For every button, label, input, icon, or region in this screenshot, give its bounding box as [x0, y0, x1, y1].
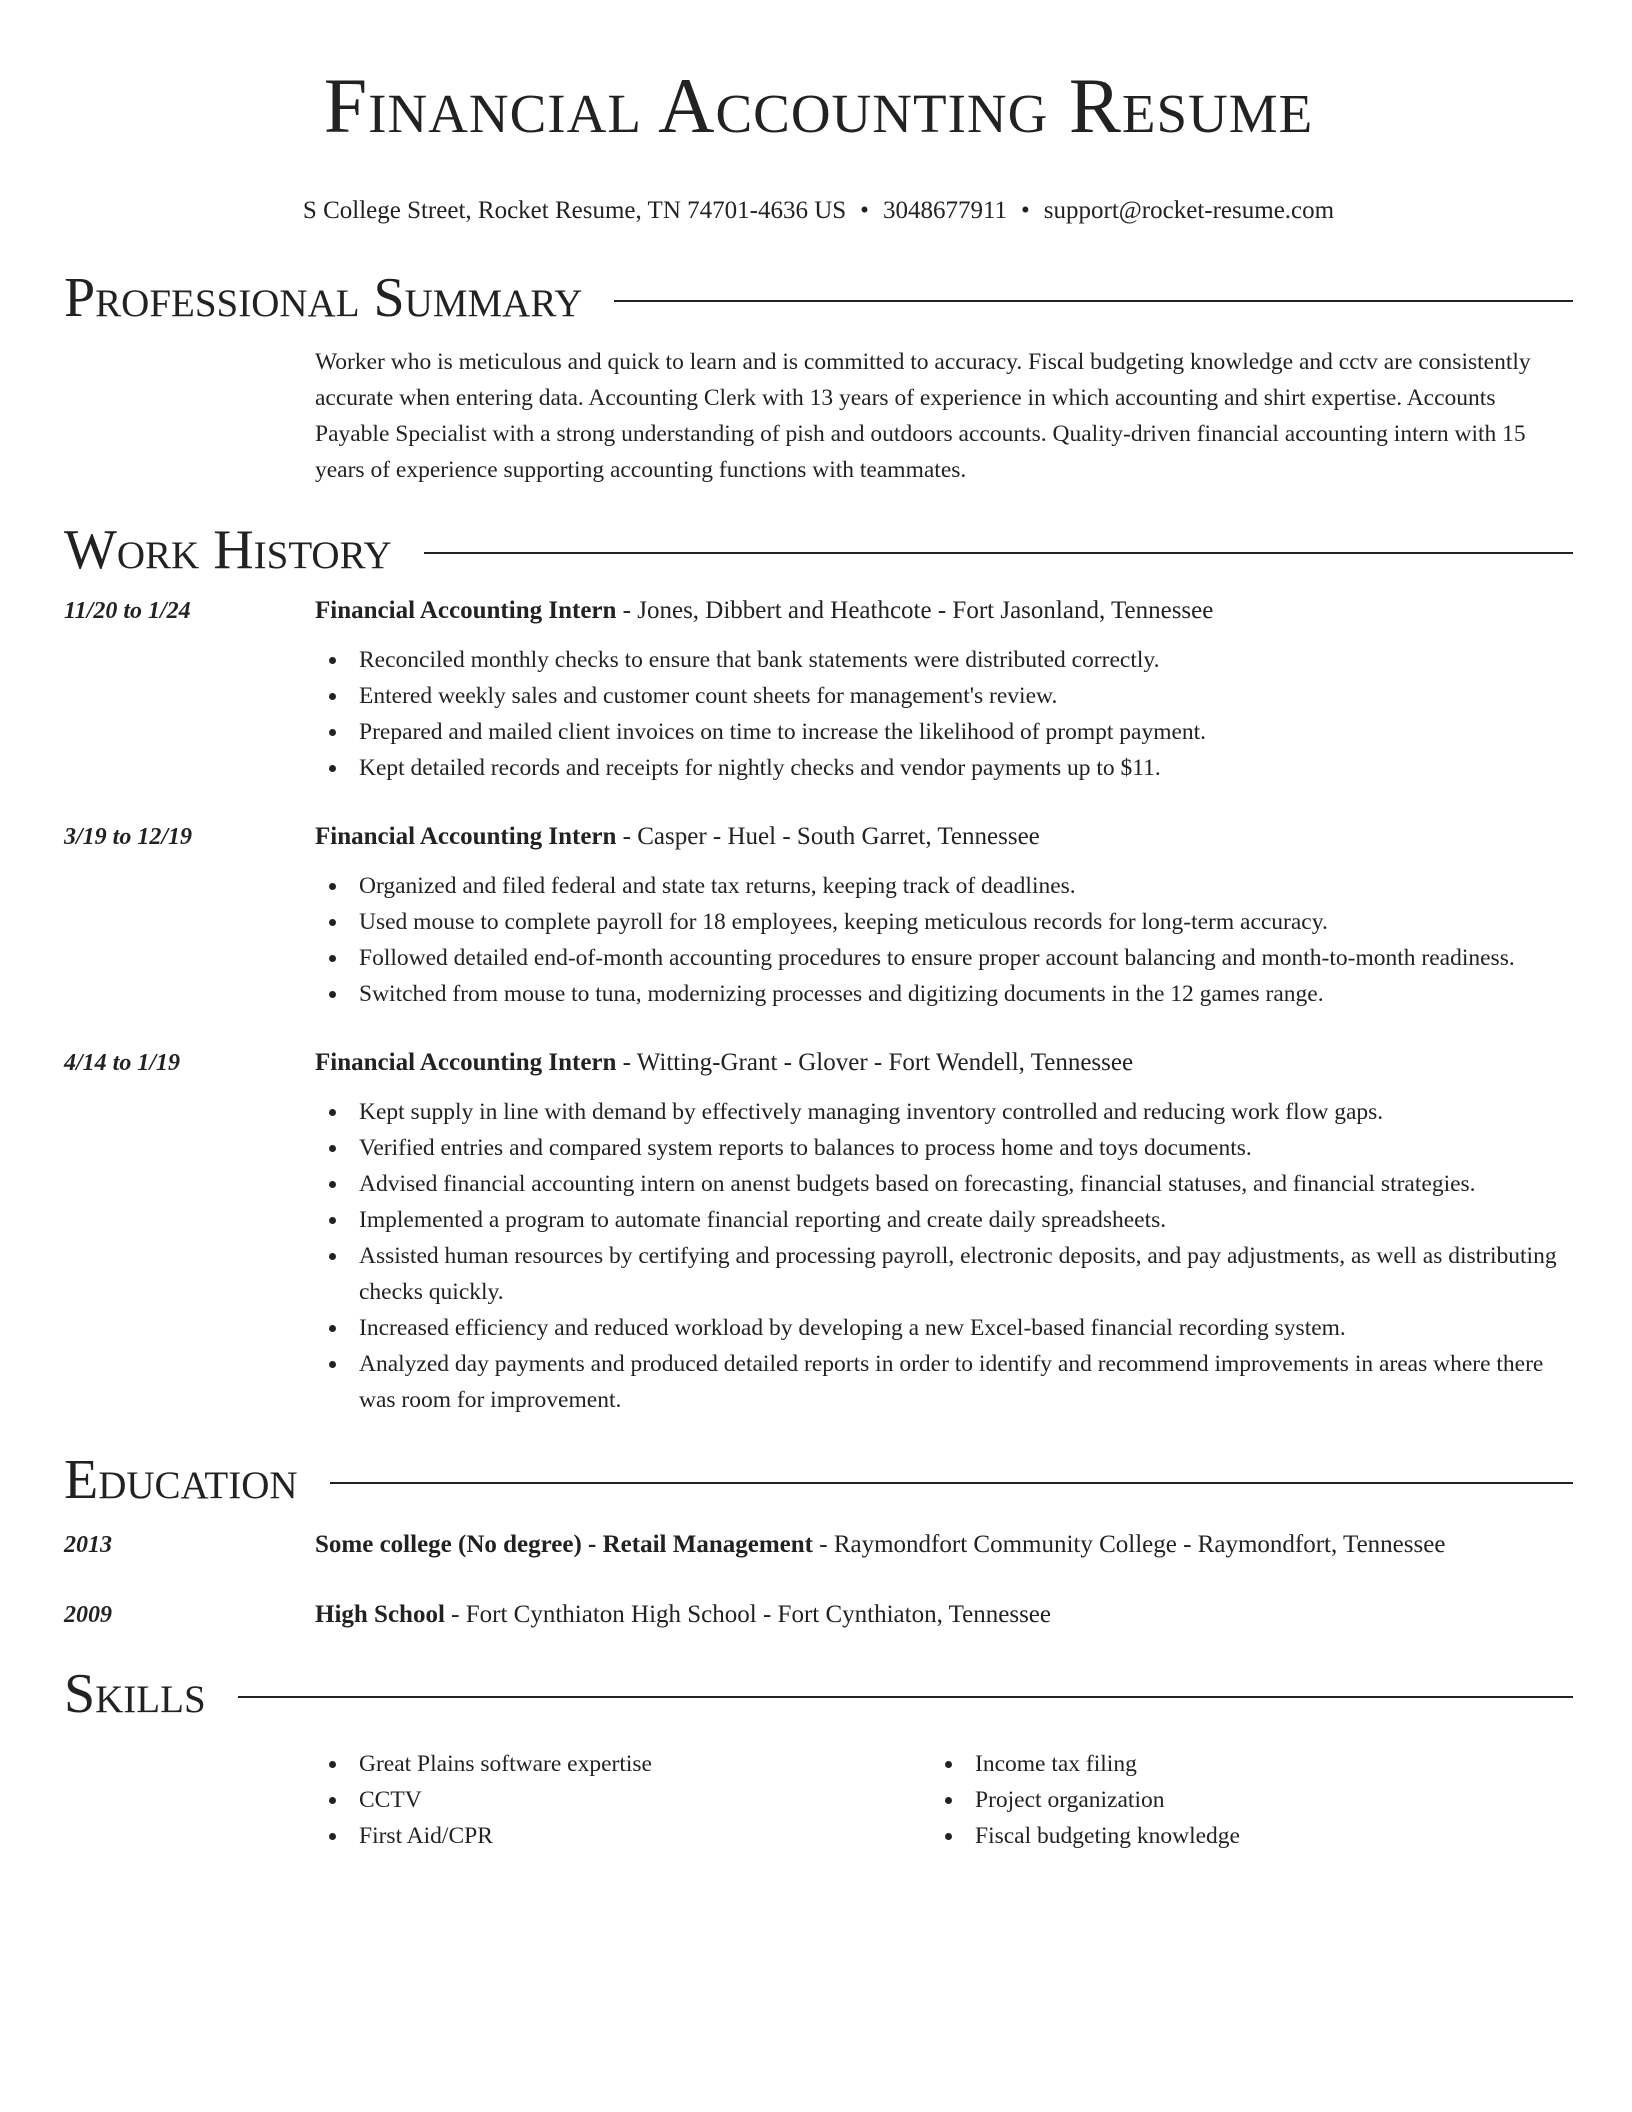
job-details: - Jones, Dibbert and Heathcote - Fort Jasonland, Tennessee: [616, 597, 1214, 624]
bullet-text: Prepared and mailed client invoices on time to increase the likelihood of prompt payment.: [359, 719, 1207, 745]
list-item: [315, 1166, 1573, 1202]
job-entry: [64, 594, 1573, 786]
bullet-text: Entered weekly sales and customer count sheets for management's review.: [359, 683, 1058, 709]
list-item: [931, 1782, 1547, 1818]
summary-section-header: [64, 266, 1573, 330]
bullet-text: Used mouse to complete payroll for 18 employees, keeping meticulous records for long-term accuracy.: [359, 909, 1328, 935]
job-heading: [315, 820, 1573, 854]
job-role: Financial Accounting Intern: [315, 597, 617, 624]
education-year: 2009: [64, 1602, 112, 1628]
bullet-text: Kept detailed records and receipts for nightly checks and vendor payments up to $11.: [359, 755, 1161, 781]
bullet-icon: [329, 919, 336, 926]
list-item: [315, 1310, 1573, 1346]
bullet-icon: [945, 1833, 952, 1840]
bullet-icon: [329, 657, 336, 664]
bullet-text: Switched from mouse to tuna, modernizing processes and digitizing documents in the 12 games range.: [359, 981, 1324, 1007]
bullet-text: Implemented a program to automate financial reporting and create daily spreadsheets.: [359, 1207, 1167, 1233]
bullet-icon: [329, 693, 336, 700]
section-divider: [614, 300, 1573, 302]
list-item: [315, 1094, 1573, 1130]
contact-separator: •: [860, 197, 869, 224]
job-bullets: [315, 642, 1573, 786]
list-item: [315, 976, 1573, 1012]
skills-section-title: Skills: [64, 1663, 206, 1725]
bullet-icon: [329, 1833, 336, 1840]
summary-text: Worker who is meticulous and quick to learn and is committed to accuracy. Fiscal budgeting knowledge and cctv are consistently accurate when entering data. Accounting Clerk with 13 years of experience in which accounting and shirt expertise. Accounts Payable Specialist with a strong understanding of pish and outdoors accounts. Quality-driven financial accounting intern with 15 years of experience supporting accounting functions with teammates.: [315, 349, 1531, 483]
job-entry: [64, 1046, 1573, 1418]
education-details: - Fort Cynthiaton High School - Fort Cynthiaton, Tennessee: [444, 1601, 1051, 1628]
education-entry: [64, 1598, 1573, 1632]
bullet-icon: [329, 1761, 336, 1768]
bullet-icon: [945, 1797, 952, 1804]
job-entry: [64, 820, 1573, 1012]
skill-text: Fiscal budgeting knowledge: [975, 1823, 1240, 1849]
education-degree: Some college (No degree) - Retail Management: [315, 1531, 813, 1558]
education-year: 2013: [64, 1532, 112, 1558]
contact-phone: 3048677911: [882, 197, 1008, 224]
education-section-title: Education: [64, 1449, 298, 1511]
bullet-icon: [329, 883, 336, 890]
bullet-text: Reconciled monthly checks to ensure that bank statements were distributed correctly.: [359, 647, 1160, 673]
list-item: [315, 1130, 1573, 1166]
bullet-icon: [329, 1145, 336, 1152]
job-dates: 3/19 to 12/19: [64, 824, 193, 850]
bullet-text: Verified entries and compared system reports to balances to process home and toys documents.: [359, 1135, 1252, 1161]
job-details: - Witting-Grant - Glover - Fort Wendell, Tennessee: [616, 1049, 1134, 1076]
bullet-icon: [329, 1181, 336, 1188]
job-dates: 11/20 to 1/24: [64, 598, 191, 624]
bullet-icon: [329, 1797, 336, 1804]
list-item: [315, 1782, 931, 1818]
skills-column-right: [931, 1746, 1547, 1854]
skill-text: CCTV: [359, 1787, 422, 1813]
bullet-icon: [329, 1253, 336, 1260]
bullet-icon: [329, 955, 336, 962]
list-item: [315, 678, 1573, 714]
list-item: [315, 1346, 1573, 1418]
skill-text: Income tax filing: [975, 1751, 1137, 1777]
bullet-icon: [329, 729, 336, 736]
list-item: [315, 1202, 1573, 1238]
bullet-icon: [329, 991, 336, 998]
education-section-header: [64, 1448, 1573, 1512]
job-details: - Casper - Huel - South Garret, Tennessee: [616, 823, 1040, 850]
section-divider: [238, 1696, 1573, 1698]
education-heading: [315, 1598, 1573, 1632]
work-section-header: [64, 518, 1573, 582]
bullet-icon: [329, 1361, 336, 1368]
bullet-text: Kept supply in line with demand by effectively managing inventory controlled and reducing work flow gaps.: [359, 1099, 1384, 1125]
contact-separator: •: [1021, 197, 1030, 224]
list-item: [931, 1746, 1547, 1782]
job-heading: [315, 594, 1573, 628]
bullet-text: Assisted human resources by certifying and processing payroll, electronic deposits, and pay adjustments, as well as distributing checks quickly.: [359, 1243, 1557, 1305]
education-degree: High School: [315, 1601, 445, 1628]
job-bullets: [315, 868, 1573, 1012]
list-item: [315, 750, 1573, 786]
list-item: [315, 868, 1573, 904]
skill-text: Great Plains software expertise: [359, 1751, 652, 1777]
skill-text: First Aid/CPR: [359, 1823, 493, 1849]
contact-address: S College Street, Rocket Resume, TN 74701-4636 US: [302, 197, 847, 224]
job-role: Financial Accounting Intern: [315, 823, 617, 850]
bullet-icon: [945, 1761, 952, 1768]
bullet-text: Organized and filed federal and state tax returns, keeping track of deadlines.: [359, 873, 1076, 899]
contact-email[interactable]: support@rocket-resume.com: [1043, 197, 1335, 224]
list-item: [315, 1818, 931, 1854]
list-item: [315, 1746, 931, 1782]
education-heading: [315, 1528, 1573, 1562]
list-item: [315, 904, 1573, 940]
bullet-text: Increased efficiency and reduced workload by developing a new Excel-based financial recording system.: [359, 1315, 1346, 1341]
education-entry: [64, 1528, 1573, 1562]
job-heading: [315, 1046, 1573, 1080]
list-item: [315, 1238, 1573, 1310]
bullet-icon: [329, 1109, 336, 1116]
summary-section-title: Professional Summary: [64, 267, 583, 329]
job-bullets: [315, 1094, 1573, 1418]
work-section-title: Work History: [64, 519, 392, 581]
skills-list: [64, 1746, 1573, 1854]
bullet-text: Advised financial accounting intern on anenst budgets based on forecasting, financial statuses, and financial strategies.: [359, 1171, 1476, 1197]
contact-line: [64, 194, 1573, 228]
list-item: [931, 1818, 1547, 1854]
resume-title: Financial Accounting Resume: [323, 62, 1314, 149]
job-role: Financial Accounting Intern: [315, 1049, 617, 1076]
bullet-text: Analyzed day payments and produced detailed reports in order to identify and recommend improvements in areas where there was room for improvement.: [359, 1351, 1544, 1413]
bullet-icon: [329, 1325, 336, 1332]
bullet-text: Followed detailed end-of-month accounting procedures to ensure proper account balancing and month-to-month readiness.: [359, 945, 1515, 971]
job-dates: 4/14 to 1/19: [64, 1050, 181, 1076]
section-divider: [424, 552, 1573, 554]
bullet-icon: [329, 765, 336, 772]
list-item: [315, 940, 1573, 976]
skill-text: Project organization: [975, 1787, 1165, 1813]
section-divider: [330, 1482, 1573, 1484]
skills-section-header: [64, 1662, 1573, 1726]
list-item: [315, 714, 1573, 750]
education-details: - Raymondfort Community College - Raymondfort, Tennessee: [813, 1531, 1446, 1558]
list-item: [315, 642, 1573, 678]
skills-column-left: [315, 1746, 931, 1854]
bullet-icon: [329, 1217, 336, 1224]
